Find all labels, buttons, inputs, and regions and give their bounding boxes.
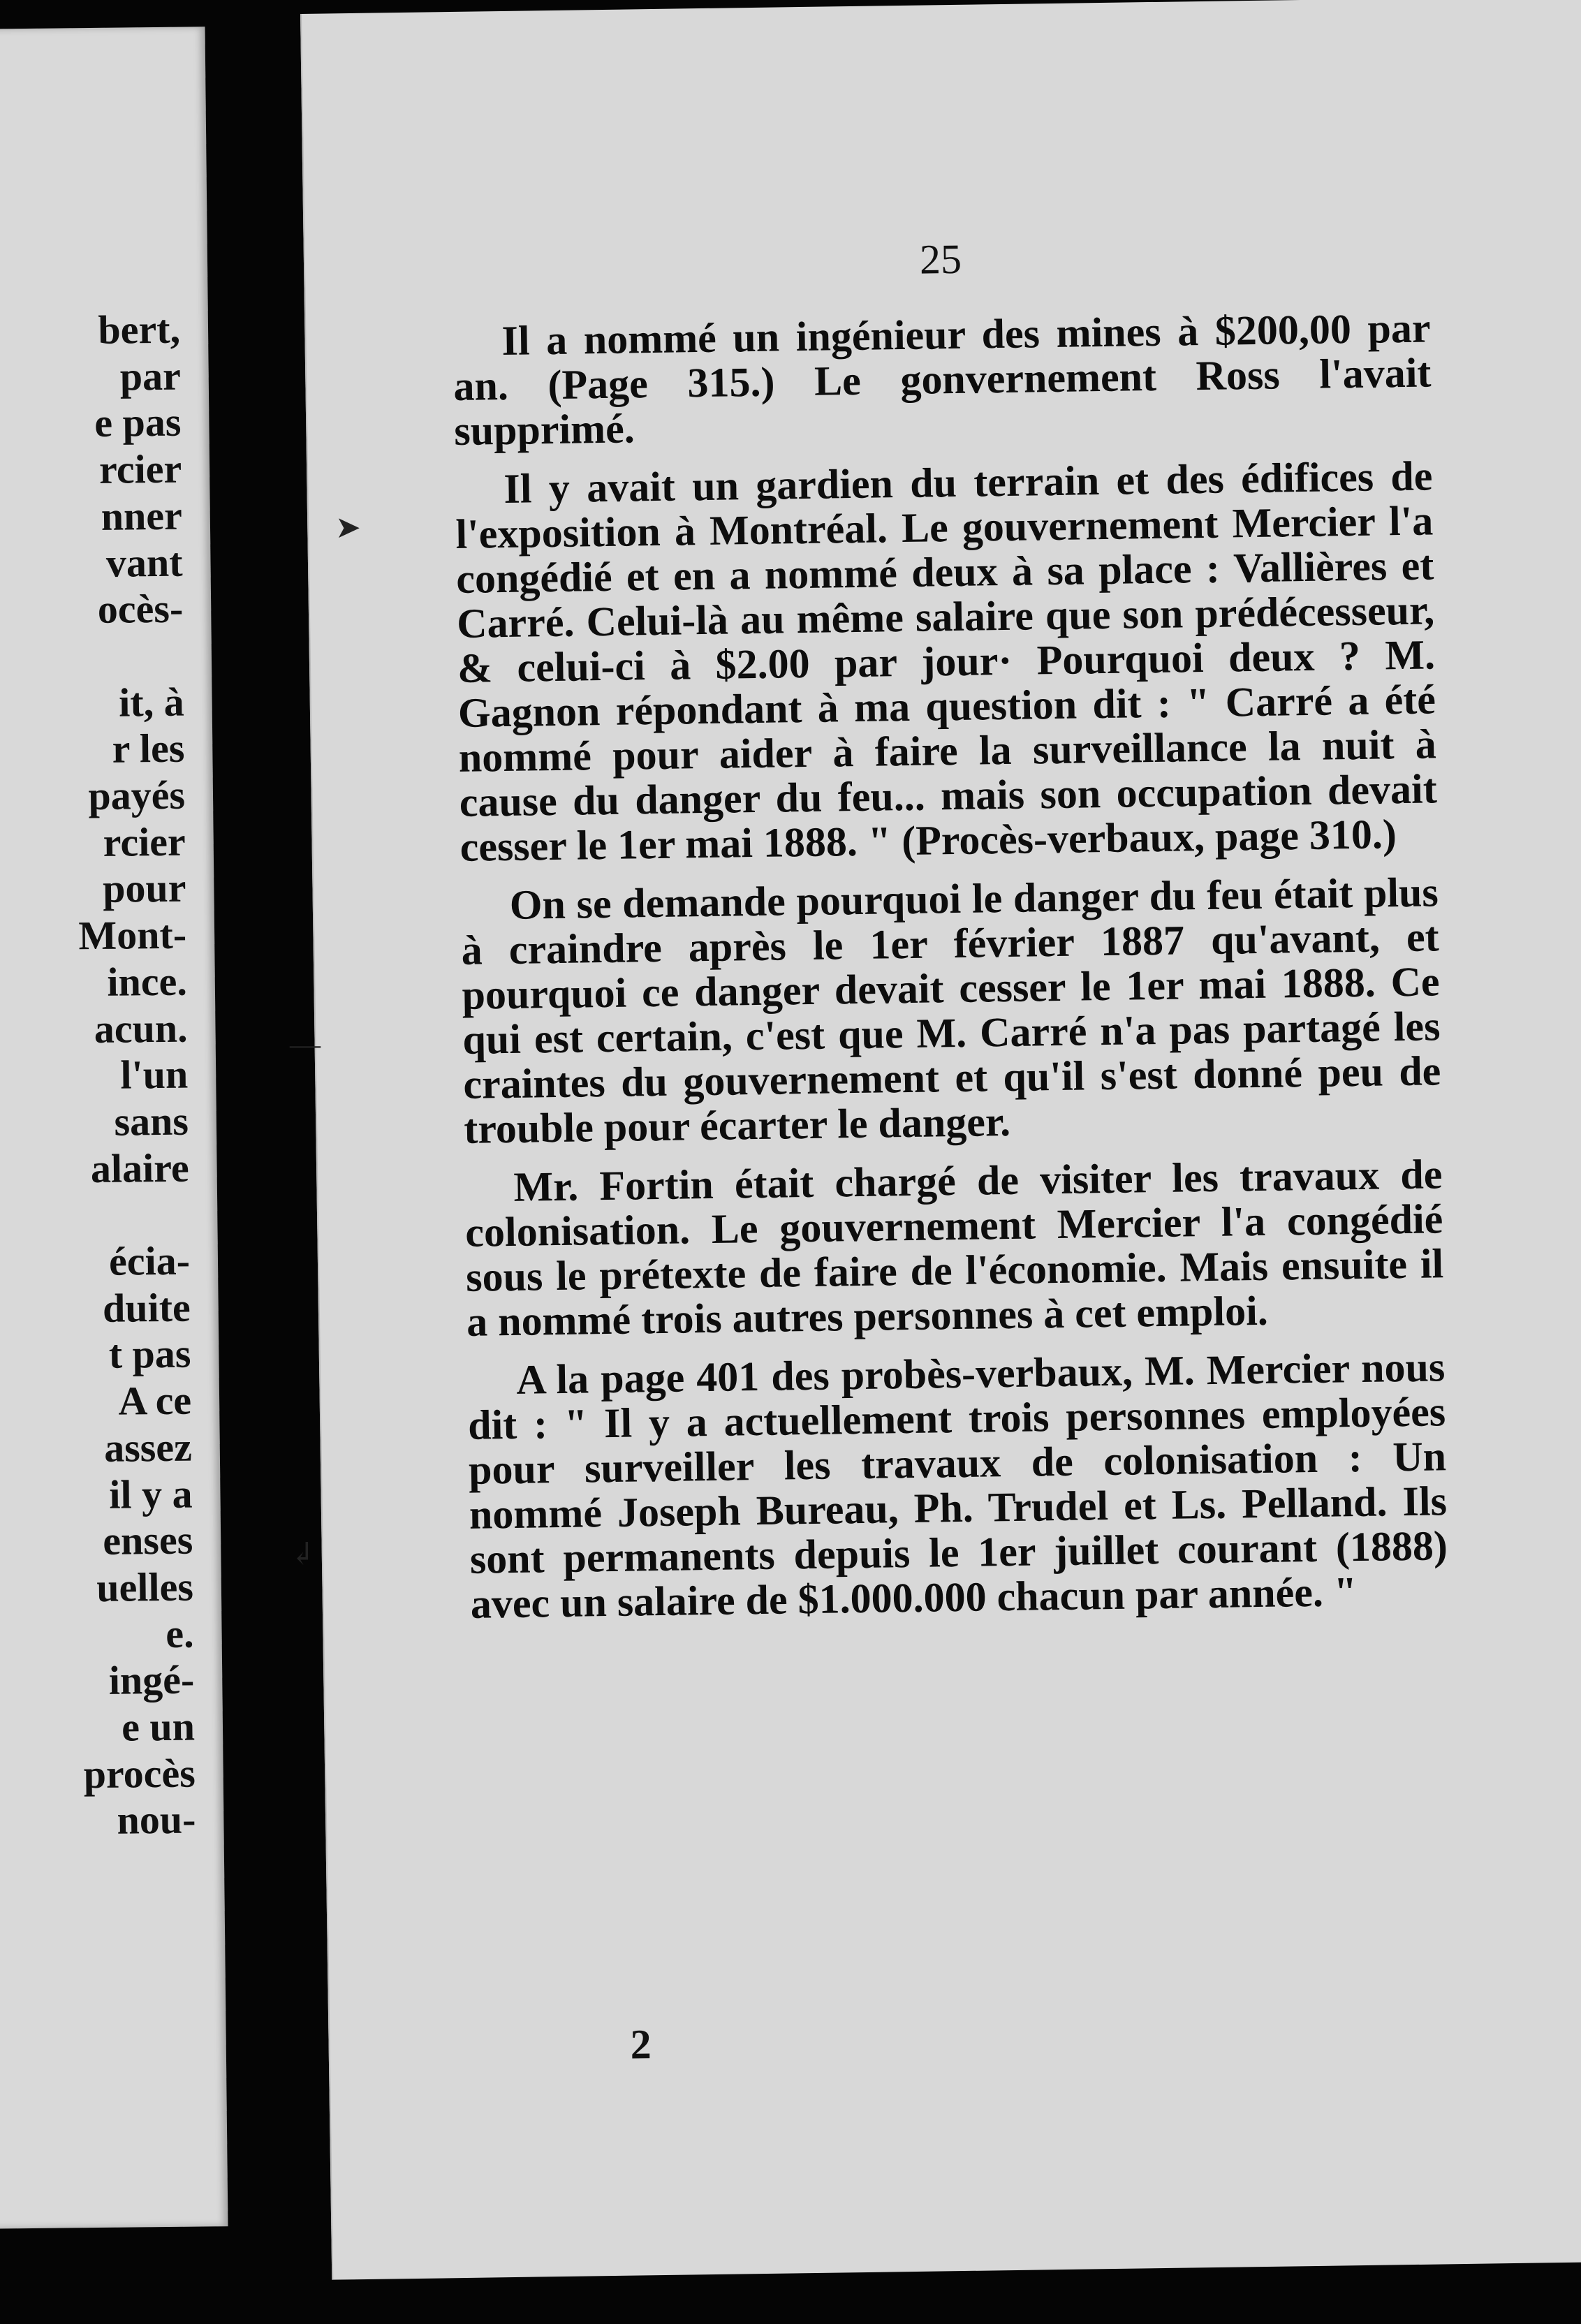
left-page-line: l'un <box>120 1051 189 1098</box>
left-page-line: alaire <box>90 1145 189 1191</box>
paragraph: Il a nommé un ingénieur des mines à $200,00 par an. (Page 315.) Le gonvernement Ross l'avait supprimé. <box>453 304 1432 454</box>
left-page-line: payés <box>88 772 186 819</box>
left-page-line: rcier <box>98 446 182 492</box>
paragraph: Mr. Fortin était chargé de visiter les travaux de colonisation. Le gouvernement Mercier l'a congédié sous le prétexte de faire de l'économie. Mais ensuite il a nommé trois autres personnes à cet emploi. <box>464 1151 1444 1345</box>
left-page-line: assez <box>103 1424 193 1471</box>
left-page-line: A ce <box>118 1377 192 1424</box>
left-page-fragment <box>0 27 228 2228</box>
left-page-line: ingé- <box>108 1656 195 1704</box>
left-page-line: écia- <box>108 1237 191 1284</box>
left-page-line: rcier <box>103 818 186 865</box>
left-page-line: pour <box>102 865 186 912</box>
left-page-line <box>0 1191 190 1240</box>
main-page <box>300 0 1581 2280</box>
left-page-line: r les <box>112 725 185 772</box>
margin-dash-mark: — <box>290 1027 321 1061</box>
left-page-line: enses <box>102 1517 193 1564</box>
paragraph: Il y avait un gardien du terrain et des édifices de l'exposition à Montréal. Le gouvernement Mercier l'a congédié et en a nommé deux à sa place : Vallières et Carré. Celui-là au même salaire que son prédécesseur, & celui-ci à $2.00 par jour· Pourquoi deux ? M. Gagnon répondant à ma question dit : " Carré a été nommé pour aider à faire la surveillance la nuit à cause du danger du feu... mais son occupation devait cesser le 1er mai 1888. " (Procès-verbaux, page 310.) <box>455 453 1438 870</box>
body-text <box>453 305 1448 1640</box>
left-page-line: nou- <box>117 1797 196 1844</box>
left-page-line: uelles <box>96 1564 194 1610</box>
left-page-line: duite <box>102 1284 191 1331</box>
paragraph: On se demande pourquoi le danger du feu était plus à craindre après le 1er février 1887 qu'avant, et pourquoi ce danger devait cesser le 1er mai 1888. Ce qui est certain, c'est que M. Carré n'a pas partagé les craintes du gouvernement et qu'il s'est donné peu de trouble pour écarter le danger. <box>461 869 1441 1152</box>
left-page-text <box>0 307 196 1846</box>
left-page-line: e pas <box>94 399 182 446</box>
left-page-line: vant <box>105 539 183 586</box>
left-page-line: acun. <box>94 1005 188 1052</box>
left-page-line: ocès- <box>97 585 184 633</box>
left-page-line: sans <box>114 1098 189 1145</box>
left-page-line: procès <box>83 1750 196 1797</box>
left-page-line: il y a <box>108 1471 193 1517</box>
left-page-line: e. <box>165 1610 194 1656</box>
margin-hook-mark: ↲ <box>290 1537 316 1571</box>
page-number: 25 <box>919 235 962 283</box>
left-page-line: e un <box>121 1703 196 1750</box>
margin-arrow-mark: ➤ <box>335 510 361 545</box>
left-page-line <box>0 633 184 682</box>
left-page-line: ince. <box>107 958 188 1005</box>
left-page-line: par <box>119 353 182 399</box>
left-page-line: Mont- <box>78 911 187 959</box>
signature-mark: 2 <box>630 2021 652 2068</box>
paragraph: A la page 401 des probès-verbaux, M. Mercier nous dit : " Il y a actuellement trois personnes employées pour surveiller les travaux de colonisation : Un nommé Joseph Bureau, Ph. Trudel et Ls. Pelland. Ils sont permanents depuis le 1er juillet courant (1888) avec un salaire de $1.000.000 chacun par année. " <box>467 1344 1448 1627</box>
left-page-line: it, à <box>118 679 184 726</box>
left-page-line: nner <box>101 492 183 539</box>
left-page-line: t pas <box>108 1331 191 1378</box>
left-page-line: bert, <box>98 306 181 353</box>
